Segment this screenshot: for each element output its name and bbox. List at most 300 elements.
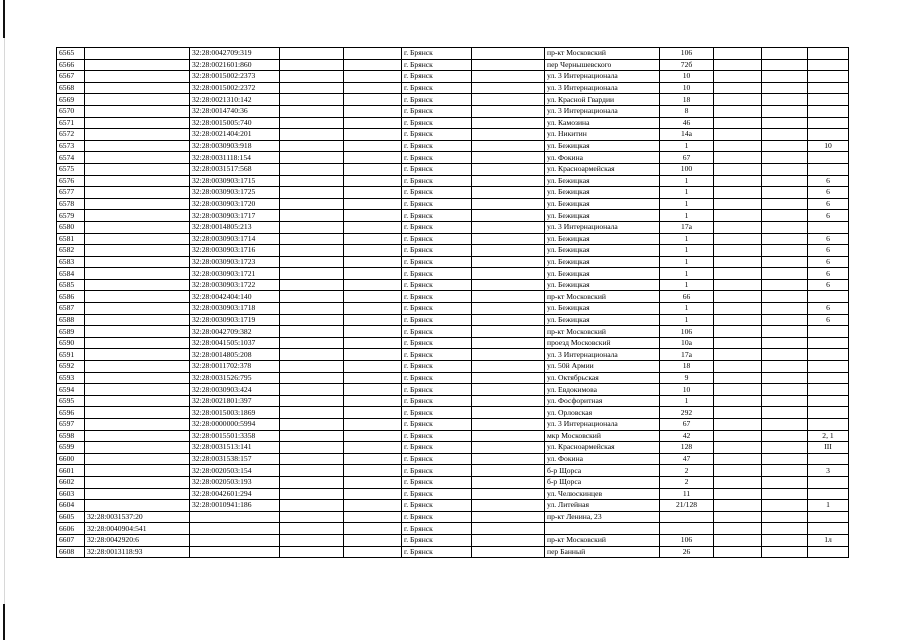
street-cell: б-р Щорса: [545, 476, 660, 488]
empty-cell: [762, 268, 808, 280]
apartment-cell: 6: [808, 198, 849, 210]
table-row: [57, 372, 849, 384]
street-cell: [545, 523, 660, 535]
apartment-cell: [808, 419, 849, 431]
cadastral-number-parcel: [85, 256, 190, 268]
table-row: [57, 140, 849, 152]
building-cell: [714, 476, 762, 488]
apartment-cell: 6: [808, 279, 849, 291]
city-cell: г. Брянск: [402, 419, 472, 431]
city-cell: г. Брянск: [402, 453, 472, 465]
empty-cell: [344, 105, 402, 117]
building-cell: [714, 546, 762, 558]
cadastral-number-object: 32:28:0030903:1715: [190, 175, 280, 187]
house-number-cell: 1: [660, 268, 714, 280]
apartment-cell: [808, 221, 849, 233]
empty-cell: [280, 94, 344, 106]
city-cell: г. Брянск: [402, 442, 472, 454]
empty-cell: [344, 245, 402, 257]
empty-cell: [472, 221, 545, 233]
empty-cell: [472, 500, 545, 512]
empty-cell: [280, 105, 344, 117]
house-number-cell: 2: [660, 465, 714, 477]
cadastral-number-parcel: [85, 71, 190, 83]
house-number-cell: 42: [660, 430, 714, 442]
city-cell: г. Брянск: [402, 175, 472, 187]
empty-cell: [472, 129, 545, 141]
empty-cell: [472, 117, 545, 129]
empty-cell: [280, 511, 344, 523]
empty-cell: [762, 349, 808, 361]
city-cell: г. Брянск: [402, 59, 472, 71]
table-row: [57, 233, 849, 245]
cadastral-number-parcel: [85, 175, 190, 187]
cadastral-number-object: 32:28:0021801:397: [190, 395, 280, 407]
register-body: [57, 48, 849, 558]
house-number-cell: 1: [660, 256, 714, 268]
house-number-cell: 1: [660, 140, 714, 152]
table-row: [57, 326, 849, 338]
table-row: [57, 268, 849, 280]
table-row: [57, 384, 849, 396]
cadastral-number-parcel: [85, 152, 190, 164]
house-number-cell: 46: [660, 117, 714, 129]
record-number: 6575: [57, 163, 85, 175]
building-cell: [714, 407, 762, 419]
city-cell: г. Брянск: [402, 372, 472, 384]
cadastral-number-object: 32:28:0030903:1720: [190, 198, 280, 210]
apartment-cell: [808, 82, 849, 94]
empty-cell: [472, 546, 545, 558]
cadastral-number-object: [190, 523, 280, 535]
cadastral-number-parcel: [85, 395, 190, 407]
cadastral-number-parcel: [85, 488, 190, 500]
apartment-cell: 6: [808, 256, 849, 268]
empty-cell: [762, 129, 808, 141]
record-number: 6570: [57, 105, 85, 117]
cadastral-number-object: 32:28:0030903:918: [190, 140, 280, 152]
street-cell: ул. Бежицкая: [545, 175, 660, 187]
empty-cell: [472, 349, 545, 361]
cadastral-number-object: 32:28:0030903:1721: [190, 268, 280, 280]
record-number: 6579: [57, 210, 85, 222]
empty-cell: [280, 419, 344, 431]
empty-cell: [344, 233, 402, 245]
empty-cell: [344, 175, 402, 187]
empty-cell: [762, 384, 808, 396]
empty-cell: [280, 453, 344, 465]
building-cell: [714, 94, 762, 106]
empty-cell: [344, 163, 402, 175]
record-number: 6581: [57, 233, 85, 245]
empty-cell: [280, 534, 344, 546]
empty-cell: [280, 500, 344, 512]
apartment-cell: [808, 326, 849, 338]
cadastral-number-object: 32:28:0015002:2372: [190, 82, 280, 94]
street-cell: ул. Октябрьская: [545, 372, 660, 384]
record-number: 6589: [57, 326, 85, 338]
table-row: [57, 476, 849, 488]
empty-cell: [280, 279, 344, 291]
city-cell: г. Брянск: [402, 279, 472, 291]
record-number: 6585: [57, 279, 85, 291]
empty-cell: [762, 210, 808, 222]
record-number: 6598: [57, 430, 85, 442]
empty-cell: [762, 187, 808, 199]
empty-cell: [280, 117, 344, 129]
empty-cell: [762, 245, 808, 257]
empty-cell: [472, 453, 545, 465]
empty-cell: [344, 82, 402, 94]
cadastral-number-parcel: [85, 94, 190, 106]
record-number: 6595: [57, 395, 85, 407]
cadastral-number-object: 32:28:0020503:193: [190, 476, 280, 488]
empty-cell: [472, 140, 545, 152]
street-cell: ул. Бежицкая: [545, 314, 660, 326]
empty-cell: [280, 476, 344, 488]
empty-cell: [344, 48, 402, 60]
city-cell: г. Брянск: [402, 314, 472, 326]
cadastral-number-object: 32:28:0031538:157: [190, 453, 280, 465]
apartment-cell: [808, 407, 849, 419]
empty-cell: [280, 221, 344, 233]
empty-cell: [344, 476, 402, 488]
empty-cell: [762, 337, 808, 349]
house-number-cell: 1: [660, 233, 714, 245]
record-number: 6603: [57, 488, 85, 500]
street-cell: ул. Челюскинцев: [545, 488, 660, 500]
house-number-cell: 17а: [660, 221, 714, 233]
empty-cell: [472, 395, 545, 407]
street-cell: ул. 3 Интернационала: [545, 71, 660, 83]
cadastral-number-object: 32:28:0030903:1716: [190, 245, 280, 257]
empty-cell: [280, 268, 344, 280]
empty-cell: [472, 372, 545, 384]
cadastral-number-parcel: [85, 105, 190, 117]
apartment-cell: 3: [808, 465, 849, 477]
apartment-cell: 6: [808, 233, 849, 245]
empty-cell: [472, 210, 545, 222]
empty-cell: [762, 221, 808, 233]
record-number: 6580: [57, 221, 85, 233]
cadastral-number-object: 32:28:0042601:294: [190, 488, 280, 500]
empty-cell: [762, 534, 808, 546]
building-cell: [714, 221, 762, 233]
city-cell: г. Брянск: [402, 349, 472, 361]
empty-cell: [344, 140, 402, 152]
apartment-cell: [808, 395, 849, 407]
street-cell: пр-кт Московский: [545, 534, 660, 546]
empty-cell: [280, 152, 344, 164]
cadastral-number-parcel: [85, 233, 190, 245]
cadastral-number-parcel: 32:28:0040904:541: [85, 523, 190, 535]
cadastral-number-parcel: [85, 117, 190, 129]
empty-cell: [762, 279, 808, 291]
city-cell: г. Брянск: [402, 94, 472, 106]
cadastral-number-object: 32:28:0042709:382: [190, 326, 280, 338]
street-cell: ул. 3 Интернационала: [545, 349, 660, 361]
table-row: [57, 94, 849, 106]
apartment-cell: 6: [808, 175, 849, 187]
city-cell: г. Брянск: [402, 291, 472, 303]
building-cell: [714, 59, 762, 71]
cadastral-number-object: 32:28:0030903:1718: [190, 303, 280, 315]
cadastral-number-parcel: 32:28:0031537:20: [85, 511, 190, 523]
empty-cell: [280, 129, 344, 141]
empty-cell: [280, 140, 344, 152]
record-number: 6599: [57, 442, 85, 454]
empty-cell: [344, 71, 402, 83]
building-cell: [714, 163, 762, 175]
cadastral-number-parcel: [85, 221, 190, 233]
apartment-cell: [808, 546, 849, 558]
empty-cell: [344, 198, 402, 210]
street-cell: проезд Московский: [545, 337, 660, 349]
cadastral-number-parcel: [85, 291, 190, 303]
city-cell: г. Брянск: [402, 430, 472, 442]
city-cell: г. Брянск: [402, 534, 472, 546]
street-cell: ул. Бежицкая: [545, 198, 660, 210]
cadastral-number-parcel: [85, 314, 190, 326]
empty-cell: [344, 256, 402, 268]
cadastral-number-parcel: [85, 430, 190, 442]
empty-cell: [280, 82, 344, 94]
empty-cell: [472, 419, 545, 431]
empty-cell: [762, 488, 808, 500]
house-number-cell: 1: [660, 314, 714, 326]
empty-cell: [280, 523, 344, 535]
empty-cell: [344, 395, 402, 407]
house-number-cell: [660, 523, 714, 535]
empty-cell: [472, 279, 545, 291]
cadastral-number-object: [190, 546, 280, 558]
cadastral-number-object: 32:28:0030903:1714: [190, 233, 280, 245]
empty-cell: [472, 105, 545, 117]
table-row: [57, 210, 849, 222]
apartment-cell: [808, 337, 849, 349]
empty-cell: [280, 291, 344, 303]
house-number-cell: 9: [660, 372, 714, 384]
record-number: 6587: [57, 303, 85, 315]
record-number: 6590: [57, 337, 85, 349]
empty-cell: [280, 48, 344, 60]
street-cell: ул. 3 Интернационала: [545, 419, 660, 431]
building-cell: [714, 465, 762, 477]
building-cell: [714, 256, 762, 268]
cadastral-number-object: 32:28:0030903:1723: [190, 256, 280, 268]
apartment-cell: 1: [808, 500, 849, 512]
cadastral-number-parcel: [85, 407, 190, 419]
empty-cell: [280, 442, 344, 454]
empty-cell: [762, 546, 808, 558]
empty-cell: [472, 152, 545, 164]
cadastral-number-object: 32:28:0015005:740: [190, 117, 280, 129]
empty-cell: [280, 326, 344, 338]
empty-cell: [472, 534, 545, 546]
city-cell: г. Брянск: [402, 163, 472, 175]
empty-cell: [472, 326, 545, 338]
city-cell: г. Брянск: [402, 140, 472, 152]
empty-cell: [472, 48, 545, 60]
street-cell: ул. 50й Армии: [545, 361, 660, 373]
cadastral-number-object: 32:28:0000000:5994: [190, 419, 280, 431]
house-number-cell: 66: [660, 291, 714, 303]
table-row: [57, 546, 849, 558]
house-number-cell: 26: [660, 546, 714, 558]
empty-cell: [762, 163, 808, 175]
house-number-cell: 10а: [660, 337, 714, 349]
empty-cell: [344, 279, 402, 291]
apartment-cell: [808, 105, 849, 117]
street-cell: ул. Фокина: [545, 453, 660, 465]
building-cell: [714, 279, 762, 291]
street-cell: ул. Евдокимова: [545, 384, 660, 396]
cadastral-number-parcel: [85, 163, 190, 175]
cadastral-number-parcel: [85, 268, 190, 280]
empty-cell: [344, 465, 402, 477]
house-number-cell: 8: [660, 105, 714, 117]
empty-cell: [280, 337, 344, 349]
record-number: 6591: [57, 349, 85, 361]
city-cell: г. Брянск: [402, 117, 472, 129]
empty-cell: [280, 372, 344, 384]
cadastral-number-parcel: [85, 419, 190, 431]
table-row: [57, 59, 849, 71]
building-cell: [714, 187, 762, 199]
building-cell: [714, 82, 762, 94]
empty-cell: [762, 140, 808, 152]
house-number-cell: 292: [660, 407, 714, 419]
left-margin-mark-bottom: [3, 604, 5, 640]
city-cell: г. Брянск: [402, 303, 472, 315]
table-row: [57, 105, 849, 117]
empty-cell: [344, 349, 402, 361]
table-row: [57, 430, 849, 442]
record-number: 6601: [57, 465, 85, 477]
building-cell: [714, 152, 762, 164]
empty-cell: [472, 187, 545, 199]
house-number-cell: 106: [660, 48, 714, 60]
cadastral-number-object: 32:28:0015003:1869: [190, 407, 280, 419]
empty-cell: [762, 175, 808, 187]
record-number: 6596: [57, 407, 85, 419]
cadastral-number-object: 32:28:0031513:141: [190, 442, 280, 454]
table-row: [57, 82, 849, 94]
record-number: 6593: [57, 372, 85, 384]
table-row: [57, 419, 849, 431]
empty-cell: [344, 291, 402, 303]
empty-cell: [762, 82, 808, 94]
record-number: 6574: [57, 152, 85, 164]
house-number-cell: 10: [660, 384, 714, 396]
empty-cell: [280, 488, 344, 500]
empty-cell: [472, 268, 545, 280]
empty-cell: [472, 442, 545, 454]
empty-cell: [280, 395, 344, 407]
table-row: [57, 175, 849, 187]
cadastral-number-parcel: [85, 82, 190, 94]
building-cell: [714, 430, 762, 442]
building-cell: [714, 210, 762, 222]
empty-cell: [344, 500, 402, 512]
house-number-cell: 106: [660, 534, 714, 546]
building-cell: [714, 303, 762, 315]
cadastral-number-object: 32:28:0014805:208: [190, 349, 280, 361]
empty-cell: [344, 337, 402, 349]
house-number-cell: 10: [660, 71, 714, 83]
apartment-cell: [808, 488, 849, 500]
city-cell: г. Брянск: [402, 105, 472, 117]
cadastral-number-parcel: [85, 361, 190, 373]
cadastral-number-parcel: [85, 326, 190, 338]
cadastral-number-object: 32:28:0030903:424: [190, 384, 280, 396]
empty-cell: [472, 175, 545, 187]
building-cell: [714, 361, 762, 373]
street-cell: ул. Литейная: [545, 500, 660, 512]
empty-cell: [762, 48, 808, 60]
record-number: 6569: [57, 94, 85, 106]
empty-cell: [344, 384, 402, 396]
city-cell: г. Брянск: [402, 48, 472, 60]
cadastral-number-object: 32:28:0030903:1722: [190, 279, 280, 291]
empty-cell: [472, 314, 545, 326]
building-cell: [714, 372, 762, 384]
empty-cell: [344, 129, 402, 141]
apartment-cell: [808, 152, 849, 164]
table-row: [57, 129, 849, 141]
apartment-cell: [808, 453, 849, 465]
table-row: [57, 152, 849, 164]
empty-cell: [762, 152, 808, 164]
empty-cell: [472, 59, 545, 71]
record-number: 6586: [57, 291, 85, 303]
street-cell: ул. Орловская: [545, 407, 660, 419]
cadastral-number-object: 32:28:0042404:140: [190, 291, 280, 303]
table-row: [57, 349, 849, 361]
empty-cell: [762, 303, 808, 315]
empty-cell: [762, 419, 808, 431]
house-number-cell: 67: [660, 152, 714, 164]
street-cell: ул. Камозина: [545, 117, 660, 129]
house-number-cell: 17а: [660, 349, 714, 361]
house-number-cell: 2: [660, 476, 714, 488]
city-cell: г. Брянск: [402, 326, 472, 338]
empty-cell: [472, 337, 545, 349]
record-number: 6572: [57, 129, 85, 141]
table-row: [57, 465, 849, 477]
empty-cell: [344, 453, 402, 465]
empty-cell: [472, 384, 545, 396]
city-cell: г. Брянск: [402, 187, 472, 199]
cadastral-number-object: [190, 511, 280, 523]
city-cell: г. Брянск: [402, 546, 472, 558]
empty-cell: [280, 198, 344, 210]
apartment-cell: [808, 59, 849, 71]
empty-cell: [762, 500, 808, 512]
empty-cell: [280, 245, 344, 257]
building-cell: [714, 326, 762, 338]
city-cell: г. Брянск: [402, 395, 472, 407]
city-cell: г. Брянск: [402, 221, 472, 233]
empty-cell: [762, 105, 808, 117]
empty-cell: [472, 511, 545, 523]
street-cell: ул. Красной Гвардии: [545, 94, 660, 106]
table-row: [57, 314, 849, 326]
apartment-cell: [808, 372, 849, 384]
empty-cell: [762, 511, 808, 523]
city-cell: г. Брянск: [402, 256, 472, 268]
record-number: 6567: [57, 71, 85, 83]
